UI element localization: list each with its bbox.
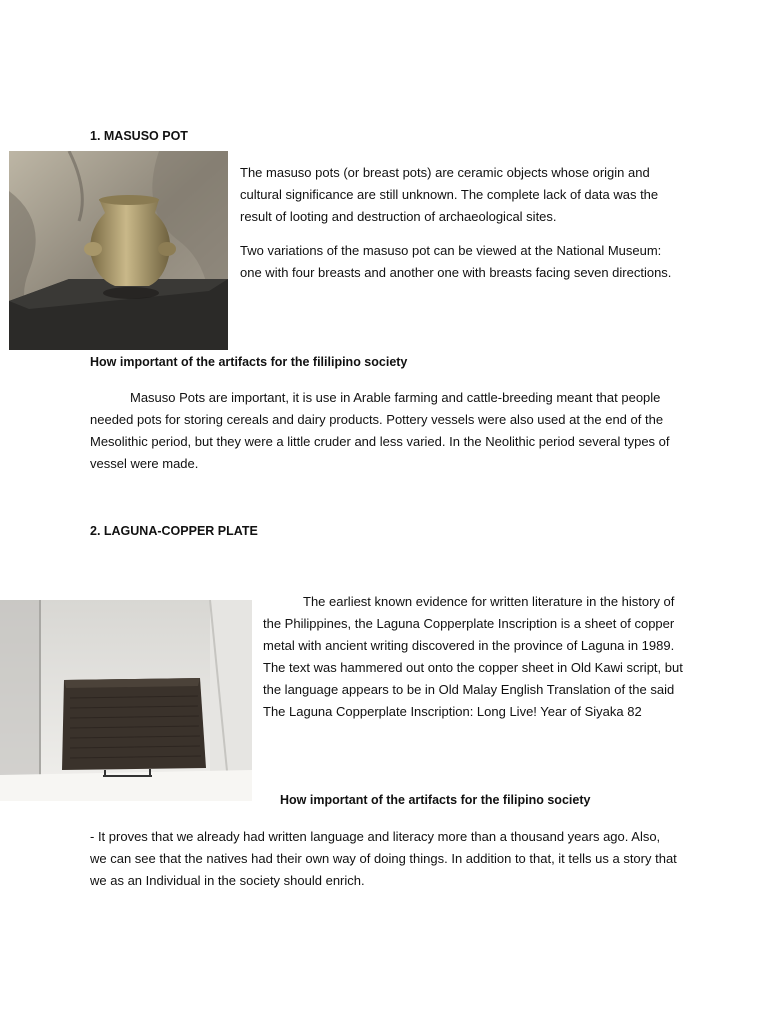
section2-description: The earliest known evidence for written literature in the history of the Philippines, the Laguna Copperplate Inscription is a sheet of copper metal with ancient writing discovered in the province of Laguna in 1989. The text was hammered out onto the copper sheet in Old Kawi script, but the language appears to be in Old Malay English Translation of the said The Laguna Copperplate Inscription: Long Live! Year of Siyaka 82 [263,594,683,719]
section2-heading: 2. LAGUNA-COPPER PLATE [90,524,258,538]
masuso-pot-image [9,151,228,350]
section1-question: How important of the artifacts for the fililipino society [90,355,408,369]
section1-description-1: The masuso pots (or breast pots) are ceramic objects whose origin and cultural significance are still unknown. The complete lack of data was the result of looting and destruction of archaeological sites. [240,165,659,224]
laguna-copperplate-image [0,600,252,801]
section2-answer: - It proves that we already had written language and literacy more than a thousand years ago. Also, we can see that the natives had their own way of doing things. In addition to that, it tells us a story that we as an Individual in the society should enrich. [90,829,677,888]
section1-answer: Masuso Pots are important, it is use in Arable farming and cattle-breeding meant that people needed pots for storing cereals and dairy products. Pottery vessels were also used at the end of the Mesolithic period, but they were a little cruder and less varied. In the Neolithic period several types of vessel were made. [90,390,670,471]
section1-heading: 1. MASUSO POT [90,129,188,143]
section2-question: How important of the artifacts for the filipino society [280,793,591,807]
section1-description-2: Two variations of the masuso pot can be viewed at the National Museum: one with four breasts and another one with breasts facing seven directions. [240,243,672,280]
